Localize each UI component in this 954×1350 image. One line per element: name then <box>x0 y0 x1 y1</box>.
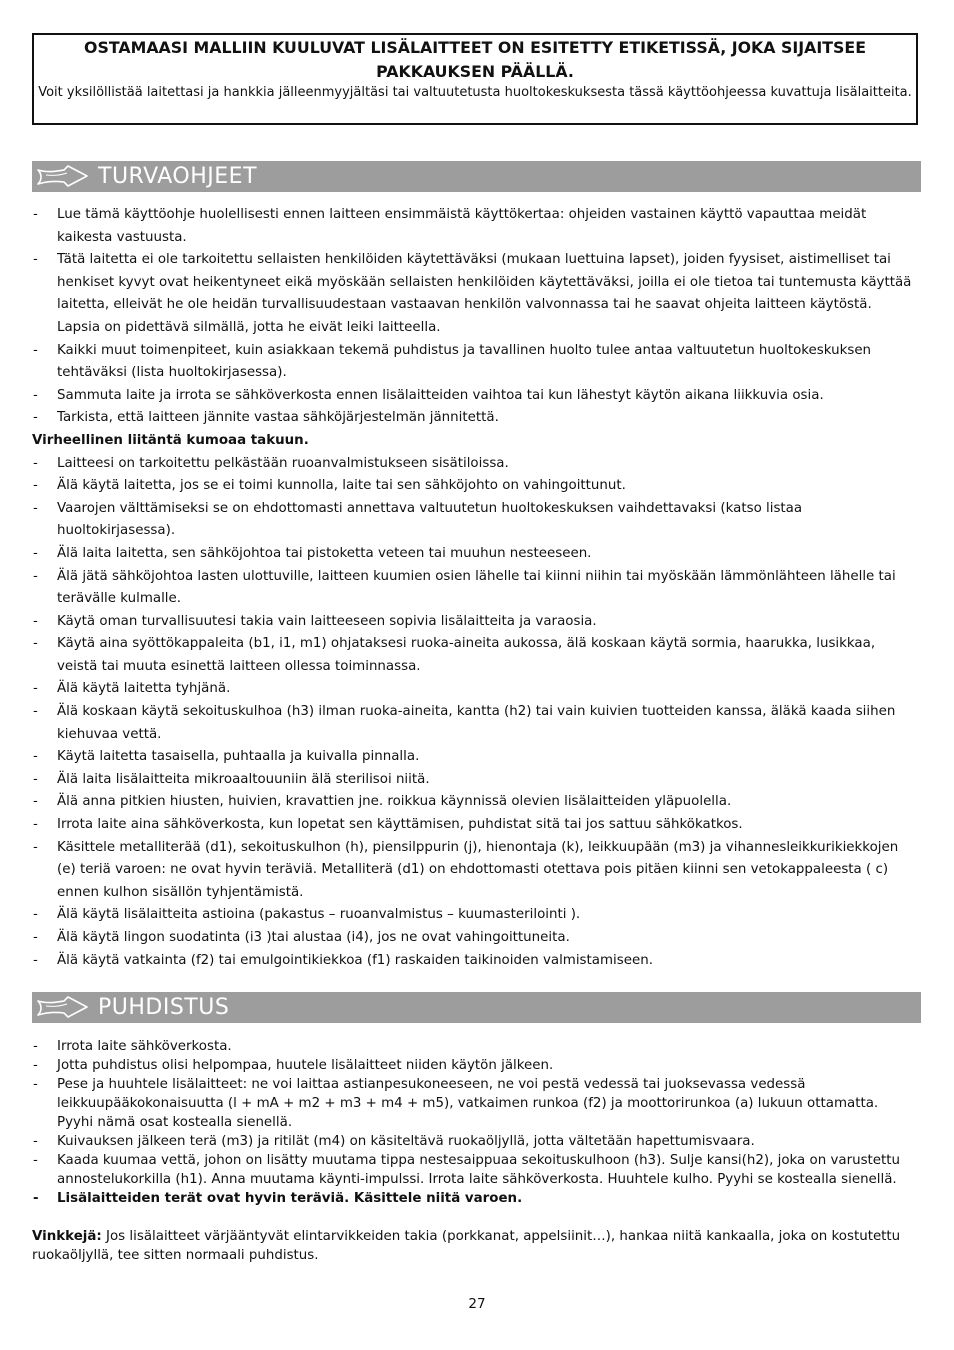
list-item: - Älä käytä laitetta, jos se ei toimi kunnolla, laite tai sen sähköjohto on vahingoittunut. <box>32 475 916 498</box>
section-header-safety <box>32 161 921 192</box>
list-item: - Älä jätä sähköjohtoa lasten ulottuville, laitteen kuumien osien lähelle tai kiinni niihin tai myöskään lämmönlähteen lähelle tai terävälle kulmalle. <box>32 566 916 611</box>
list-item: - Jotta puhdistus olisi helpompaa, huutele lisälaitteet niiden käytön jälkeen. <box>32 1056 916 1075</box>
list-item: - Pese ja huuhtele lisälaitteet: ne voi laittaa astianpesukoneeseen, ne voi pestä vedessä tai juoksevassa vedessä leikkuupääkokonaisuutta (l + mA + m2 + m3 + m4 + m5), vatkaimen runkoa (f2) ja moottorirunkoa (a) lukuun ottamatta. Pyyhi nämä osat kostealla sienellä. <box>32 1075 916 1132</box>
list-item: - Irrota laite sähköverkosta. <box>32 1037 916 1056</box>
list-item: - Älä käytä vatkainta (f2) tai emulgointikiekkoa (f1) raskaiden taikinoiden valmistamiseen. <box>32 950 916 973</box>
list-item: - Käytä aina syöttökappaleita (b1, i1, m1) ohjataksesi ruoka-aineita aukossa, älä koskaan käytä sormia, haarukka, lusikkaa, veistä tai muuta esinettä laitteen ollessa toiminnassa. <box>32 633 916 678</box>
section-header-cleaning <box>32 992 921 1023</box>
list-item: - Älä laita lisälaitteita mikroaaltouuniin älä sterilisoi niitä. <box>32 769 916 792</box>
list-item: - Vaarojen välttämiseksi se on ehdottomasti annettava valtuutetun huoltokeskuksen vaihdettavaksi (katso listaa huoltokirjasessa). <box>32 498 916 543</box>
arrow-icon <box>34 992 90 1023</box>
list-item: - Irrota laite aina sähköverkosta, kun lopetat sen käyttämisen, puhdistat sitä tai jos sattuu sähkökatkos. <box>32 814 916 837</box>
tips-text: Jos lisälaitteet värjääntyvät elintarvikkeiden takia (porkkanat, appelsiinit…), hankaa niitä kankaalla, joka on kostutettu ruokaöljyllä, tee sitten normaali puhdistus. <box>32 1229 901 1263</box>
list-item: - Älä käytä lisälaitteita astioina (pakastus – ruoanvalmistus – kuumasterilointi ). <box>32 904 916 927</box>
list-item: - Älä laita laitetta, sen sähköjohtoa tai pistoketta veteen tai muuhun nesteeseen. <box>32 543 916 566</box>
safety-list-b <box>32 453 916 973</box>
safety-instructions <box>32 204 916 972</box>
list-item: - Käsittele metalliterää (d1), sekoituskulhon (h), piensilppurin (j), hienontaja (k), leikkuupään (m3) ja vihannesleikkurikiekkojen (e) teriä varoen: ne ovat hyvin teräviä. Metalliterä (d1) on ehdottomasti otettava pois pitäen kiinni sen vetokappaleesta ( c) ennen kulhon sisällön tyhjentämistä. <box>32 837 916 905</box>
list-item: - Kuivauksen jälkeen terä (m3) ja ritilät (m4) on käsiteltävä ruokaöljyllä, jotta vältetään hapettumisvaara. <box>32 1132 916 1151</box>
list-item: - Sammuta laite ja irrota se sähköverkosta ennen lisälaitteiden vaihtoa tai kun lähestyt käytön aikana liikkuvia osia. <box>32 385 916 408</box>
list-item: - Tätä laitetta ei ole tarkoitettu sellaisten henkilöiden käytettäväksi (mukaan luettuina lapset), joiden fyysiset, aistimelliset tai henkiset kyvyt ovat heikentyneet eikä myöskään sellaisten henkilöiden käytettäväksi, joilla ei ole tietoa tai tuntemusta käyttää laitetta, elleivät he ole heidän turvallisuudestaan vastaavan henkilön valvonnassa tai he saavat ohjeita laitteen käytöstä. Lapsia on pidettävä silmällä, jotta he eivät leiki laitteella. <box>32 249 916 339</box>
blade-warning-item: - Lisälaitteiden terät ovat hyvin teräviä. Käsittele niitä varoen. <box>32 1189 916 1208</box>
cleaning-list <box>32 1037 916 1208</box>
list-item: - Tarkista, että laitteen jännite vastaa sähköjärjestelmän jännitettä. <box>32 407 916 430</box>
page-number: 27 <box>468 1296 486 1312</box>
list-item: - Käytä laitetta tasaisella, puhtaalla ja kuivalla pinnalla. <box>32 746 916 769</box>
list-item: - Kaikki muut toimenpiteet, kuin asiakkaan tekemä puhdistus ja tavallinen huolto tulee antaa valtuutetun huoltokeskuksen tehtäväksi (lista huoltokirjasessa). <box>32 340 916 385</box>
list-item: - Älä käytä lingon suodatinta (i3 )tai alustaa (i4), jos ne ovat vahingoittuneita. <box>32 927 916 950</box>
tips-label: Vinkkejä: <box>32 1229 102 1244</box>
section-title-cleaning: PUHDISTUS <box>98 995 230 1020</box>
list-item: - Lue tämä käyttöohje huolellisesti ennen laitteen ensimmäistä käyttökertaa: ohjeiden vastainen käyttö vapauttaa meidät kaikesta vastuusta. <box>32 204 916 249</box>
list-item: - Käytä oman turvallisuutesi takia vain laitteeseen sopivia lisälaitteita ja varaosia. <box>32 611 916 634</box>
list-item: - Älä käytä laitetta tyhjänä. <box>32 678 916 701</box>
warranty-warning: Virheellinen liitäntä kumoaa takuun. <box>32 432 309 448</box>
list-item: - Laitteesi on tarkoitettu pelkästään ruoanvalmistukseen sisätiloissa. <box>32 453 916 476</box>
accessories-notice <box>32 33 918 125</box>
list-item: - Kaada kuumaa vettä, johon on lisätty muutama tippa nestesaippuaa sekoituskulhoon (h3). Sulje kansi(h2), joka on varustettu annostelukorkilla (h1). Anna muutama käynti-impulssi. Irrota laite sähköverkosta. Huuhtele kulho. Pyyhi se kostealla sienellä. <box>32 1151 916 1189</box>
list-item: - Älä anna pitkien hiusten, huivien, kravattien jne. roikkua käynnissä olevien lisälaitteiden yläpuolella. <box>32 791 916 814</box>
list-item: - Älä koskaan käytä sekoituskulhoa (h3) ilman ruoka-aineita, kantta (h2) tai vain kuivien tuotteiden kanssa, äläkä kaada siihen kiehuvaa vettä. <box>32 701 916 746</box>
arrow-icon <box>34 161 90 192</box>
safety-list-a <box>32 204 916 430</box>
section-title-safety: TURVAOHJEET <box>98 164 258 189</box>
notice-heading: OSTAMAASI MALLIIN KUULUVAT LISÄLAITTEET ON ESITETTY ETIKETISSÄ, JOKA SIJAITSEE PAKKAUKSEN PÄÄLLÄ. <box>84 38 866 81</box>
notice-text: Voit yksilöllistää laitettasi ja hankkia jälleenmyyjältäsi tai valtuutetusta huoltokeskuksesta tässä käyttöohjeessa kuvattuja lisälaitteita. <box>38 85 912 100</box>
tips-paragraph <box>32 1227 916 1265</box>
cleaning-instructions <box>32 1037 916 1265</box>
